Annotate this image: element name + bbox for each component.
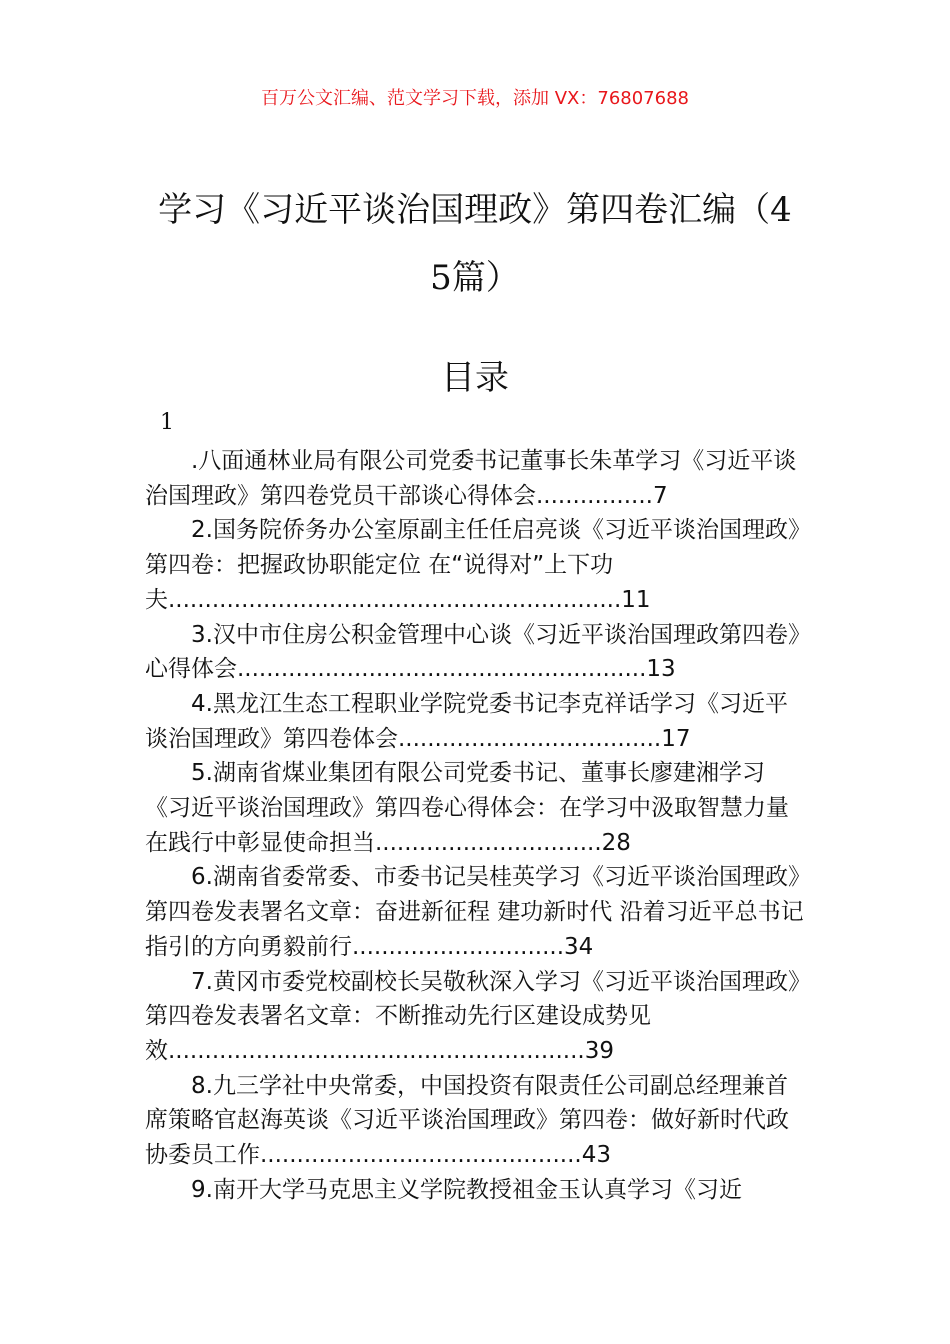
toc-entry-page: 13 — [646, 656, 676, 683]
toc-entry-dots: ............................... — [375, 829, 602, 856]
toc-entry-dots: .................................... — [398, 725, 662, 752]
toc-entry-page: 11 — [621, 586, 651, 613]
toc-heading: 目录 — [441, 358, 509, 398]
toc-entry-text: 8.九三学社中央常委，中国投资有限责任公司副总经理兼首席策略官赵海英谈《习近平谈治国理政》第四卷：做好新时代政协委员工作 — [145, 1072, 789, 1169]
toc-entry-page: 34 — [564, 933, 594, 960]
title-num2: 5 — [430, 258, 452, 298]
toc-entry[interactable] — [145, 965, 806, 1069]
toc-entry-page: 39 — [584, 1037, 615, 1064]
toc-first-number: 1 — [160, 410, 174, 435]
header-notice: 百万公文汇编、范文学习下载，添加 VX：76807688 — [261, 88, 689, 109]
title-num1: 4 — [770, 190, 792, 230]
toc-entry-dots: ......................................................... — [168, 1037, 585, 1064]
title-part1: 学习《习近平谈治国理政》第四卷汇编（ — [158, 190, 771, 230]
toc-entry-dots: ............................. — [352, 933, 565, 960]
toc-entry-page: 7 — [652, 482, 668, 509]
toc-entry-text: 3.汉中市住房公积金管理中心谈《习近平谈治国理政第四卷》心得体会 — [145, 621, 800, 683]
toc-entry-page: 43 — [581, 1142, 611, 1169]
document-title — [140, 176, 810, 312]
toc-entry[interactable] — [145, 860, 806, 964]
toc-entry[interactable] — [145, 756, 806, 860]
toc-entry[interactable] — [145, 1069, 806, 1173]
toc-entry-text: 9.南开大学马克思主义学院教授祖金玉认真学习《习近 — [191, 1176, 742, 1203]
table-of-contents — [145, 444, 806, 1207]
toc-entry[interactable] — [145, 687, 806, 756]
toc-entry-text: 2.国务院侨务办公室原副主任任启亮谈《习近平谈治国理政》第四卷：把握政协职能定位 在“说得对”上下功夫 — [145, 517, 800, 613]
toc-entry-text: 4.黑龙江生态工程职业学院党委书记李克祥话学习《习近平谈治国理政》第四卷体会 — [145, 690, 788, 752]
toc-entry-text: 7.黄冈市委党校副校长吴敬秋深入学习《习近平谈治国理政》第四卷发表署名文章：不断推动先行区建设成势见效 — [145, 968, 800, 1064]
title-part2: 篇） — [451, 258, 520, 298]
toc-entry-dots: ........................................................ — [237, 656, 647, 683]
toc-entry-text: 5.湖南省煤业集团有限公司党委书记、董事长廖建湘学习《习近平谈治国理政》第四卷心得体会：在学习中汲取智慧力量 在践行中彰显使命担当 — [145, 760, 789, 856]
toc-entry-dots: .............................................................. — [168, 586, 622, 613]
toc-entry-text: 6.湖南省委常委、市委书记吴桂英学习《习近平谈治国理政》第四卷发表署名文章：奋进新征程 建功新时代 沿着习近平总书记指引的方向勇毅前行 — [145, 864, 804, 960]
toc-entry[interactable] — [145, 618, 806, 687]
toc-entry[interactable] — [145, 444, 806, 513]
toc-entry[interactable] — [145, 513, 806, 617]
toc-entry-dots: ............................................ — [260, 1142, 582, 1169]
toc-entry[interactable] — [145, 1173, 806, 1208]
toc-entry-page: 17 — [661, 725, 691, 752]
toc-entry-page: 28 — [601, 829, 631, 856]
toc-entry-dots: ................ — [536, 482, 653, 509]
toc-entry-text: .八面通林业局有限公司党委书记董事长朱革学习《习近平谈治国理政》第四卷党员干部谈心得体会 — [145, 448, 797, 509]
